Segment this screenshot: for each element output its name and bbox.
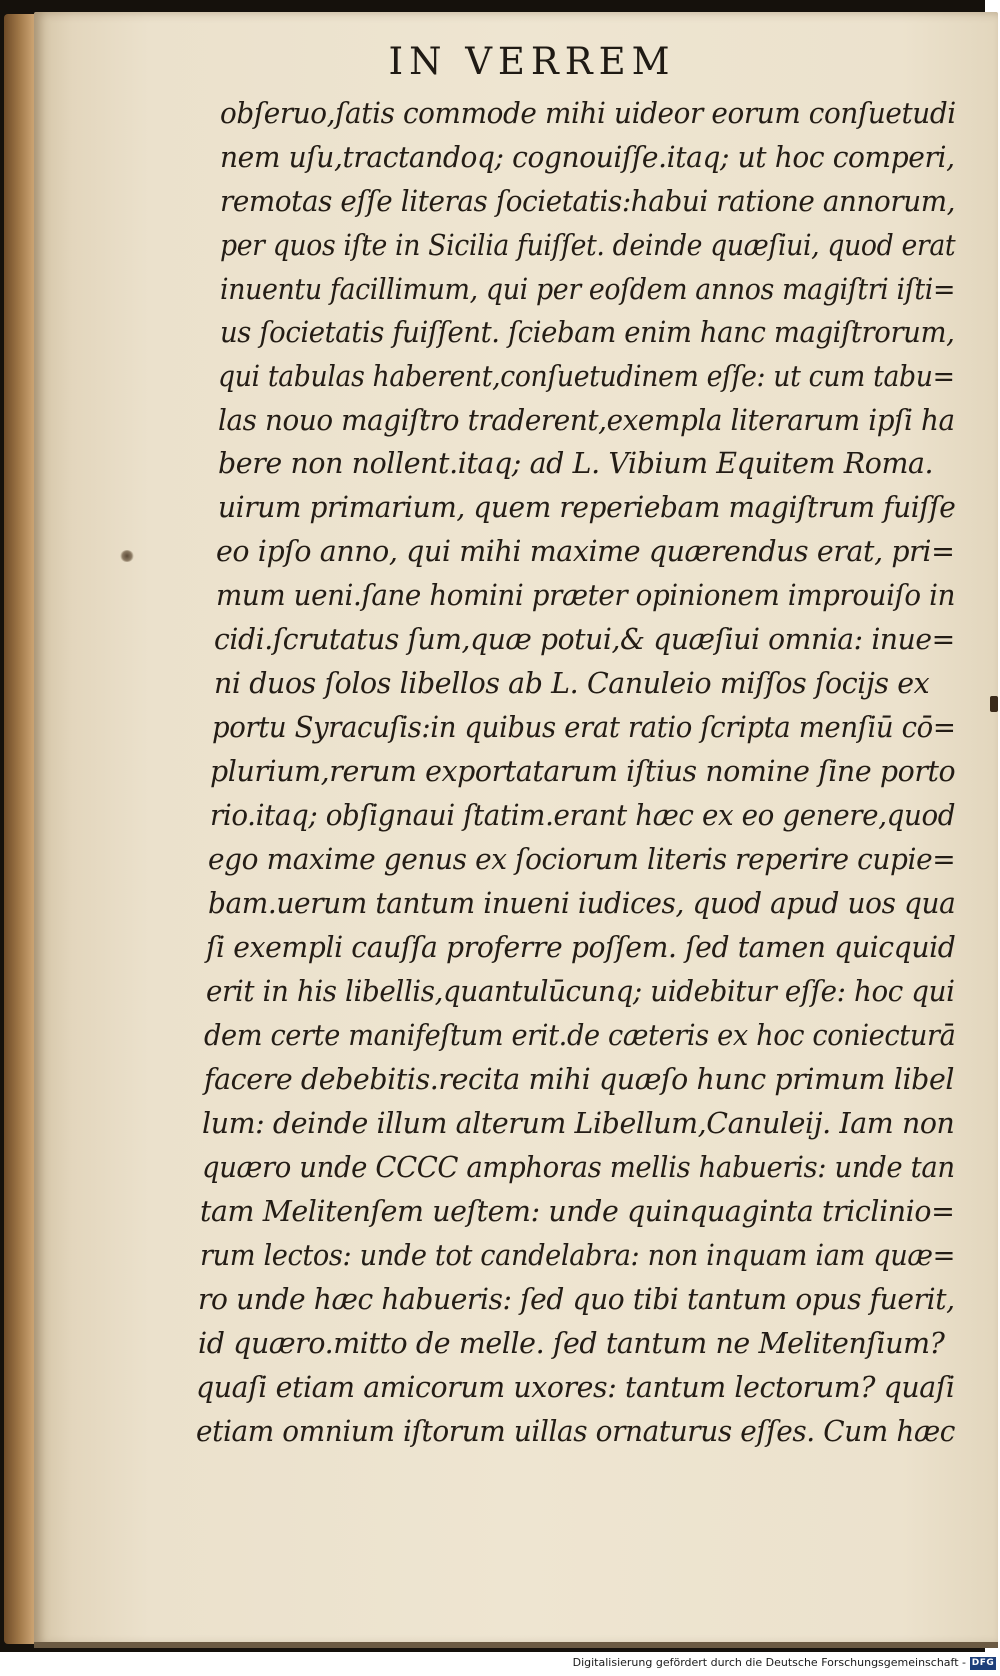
text-line: id quæro.mitto de melle. ſed tantum ne Melitenſium? — [198, 1326, 945, 1360]
text-line: per quos iſte in Sicilia fuiſſet. deinde quæſiui, quod erat — [220, 228, 956, 262]
text-line: ſi exempli cauſſa proferre poſſem. ſed tamen quicquid — [206, 930, 956, 964]
text-line: bere non nollent.itaq; ad L. Vibium Equitem Roma. — [218, 446, 934, 480]
text-line: nem uſu,tractandoq; cognouiſſe.itaq; ut hoc comperi, — [220, 140, 955, 174]
body-text — [0, 96, 1000, 1476]
text-line: erit in his libellis,quantulūcunq; uidebitur eſſe: hoc qui — [206, 974, 955, 1008]
text-line: obſeruo,ſatis commode mihi uideor eorum conſuetudi — [220, 96, 956, 130]
text-line: eo ipſo anno, qui mihi maxime quærendus erat, pri= — [216, 534, 955, 568]
digitization-credit: Digitalisierung gefördert durch die Deutsche Forschungsgemeinschaft - — [572, 1656, 966, 1669]
page-bottom-edge — [34, 1642, 998, 1648]
text-line: cidi.ſcrutatus ſum,quæ potui,& quæſiui omnia: inue= — [214, 622, 955, 656]
text-line: facere debebitis.recita mihi quæſo hunc primum libel — [204, 1062, 955, 1096]
text-line: bam.uerum tantum inueni iudices, quod apud uos qua — [208, 886, 956, 920]
text-line: us ſocietatis fuiſſent. ſciebam enim hanc magiſtrorum, — [220, 315, 955, 349]
text-line: las nouo magiſtro traderent,exempla literarum ipſi ha — [218, 403, 955, 437]
text-line: remotas eſſe literas ſocietatis:habui ratione annorum, — [220, 184, 956, 218]
text-line: inuentu facillimum, qui per eoſdem annos magiſtri iſti= — [220, 272, 956, 306]
text-line: dem certe manifeſtum erit.de cæteris ex hoc coniecturā — [204, 1018, 956, 1052]
text-line: uirum primarium, quem reperiebam magiſtrum fuiſſe — [218, 490, 956, 524]
text-line: rum lectos: unde tot candelabra: non inquam iam quæ= — [200, 1238, 956, 1272]
running-head: IN VERREM — [388, 40, 676, 83]
text-line: ro unde hæc habueris: ſed quo tibi tantum opus fuerit, — [198, 1282, 955, 1316]
dfg-logo: DFG — [971, 1658, 995, 1668]
text-line: mum ueni.ſane homini præter opinionem improuiſo in — [216, 578, 956, 612]
text-line: ego maxime genus ex ſociorum literis reperire cupie= — [208, 842, 956, 876]
text-line: quæro unde CCCC amphoras mellis habueris: unde tan — [202, 1150, 955, 1184]
text-line: tam Melitenſem ueſtem: unde quinquaginta triclinio= — [200, 1194, 955, 1228]
text-line: quaſi etiam amicorum uxores: tantum lectorum? quaſi — [196, 1370, 955, 1404]
text-line: qui tabulas haberent,conſuetudinem eſſe: ut cum tabu= — [218, 359, 955, 393]
text-line: rio.itaq; obſignaui ſtatim.erant hæc ex eo genere,quod — [210, 798, 956, 832]
text-line: etiam omnium iſtorum uillas ornaturus eſſes. Cum hæc — [196, 1414, 956, 1448]
text-line: portu Syracuſis:in quibus erat ratio ſcripta menſiū cō= — [212, 710, 956, 744]
text-line: ni duos ſolos libellos ab L. Canuleio miſſos ſocijs ex — [214, 666, 930, 700]
text-line: lum: deinde illum alterum Libellum,Canuleij. Iam non — [202, 1106, 955, 1140]
text-line: plurium,rerum exportatarum iſtius nomine ſine porto — [210, 754, 956, 788]
